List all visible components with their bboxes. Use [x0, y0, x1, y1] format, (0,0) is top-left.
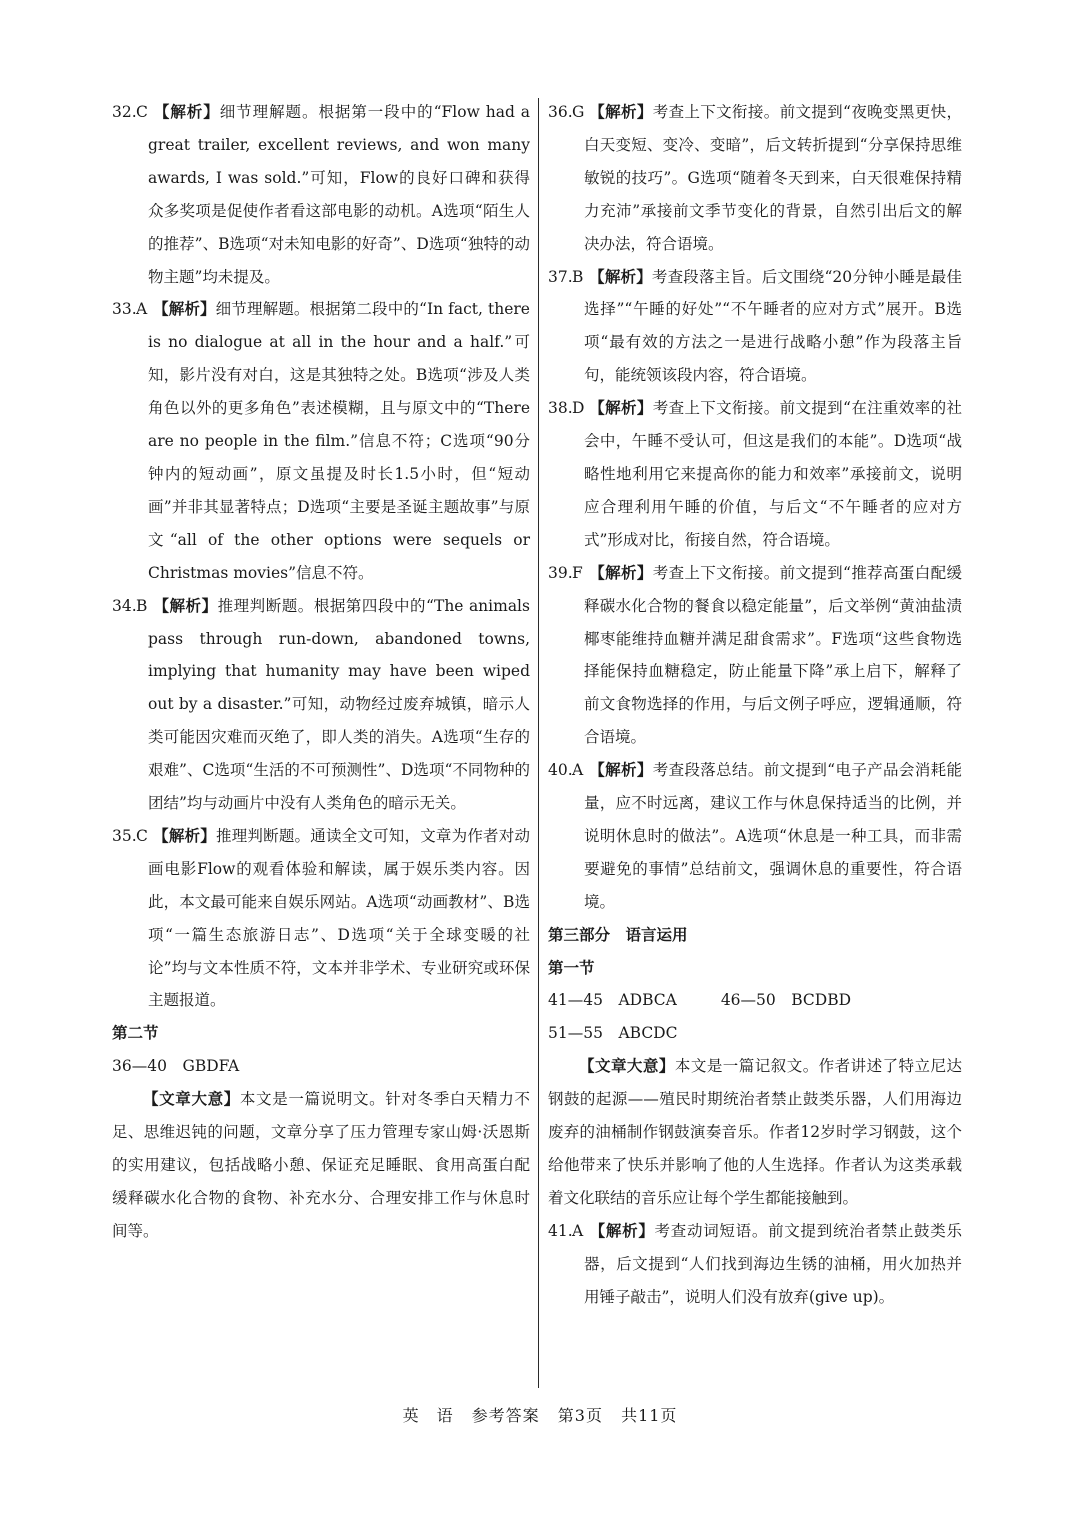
footer-subject: 英 语	[402, 1406, 454, 1425]
left-column	[112, 96, 530, 1248]
answer-item-37: 37.B 【解析】考查段落主旨。后文围绕“20分钟小睡是最佳选择”“午睡的好处”“不午睡者的应对方式”展开。B选项“最有效的方法之一是进行战略小憩”作为段落主旨句，能统领该段内容，符合语境。	[548, 266, 962, 385]
answer-item-33: 33.A 【解析】细节理解题。根据第二段中的“In fact, there is no dialogue at all in the hour and a half.”可知，影片没有对白，这是其独特之处。B选项“涉及人类角色以外的更多角色”表述模糊，且与原文中的“There are no people in the film.”信息不符；C选项“90分钟内的短动画”，原文虽提及时长1.5小时，但“短动画”并非其显著特点；D选项“主要是圣诞主题故事”与原文“all of the other options were sequels or Christmas movies”信息不符。	[112, 299, 530, 582]
analysis-tag: 【解析】	[153, 102, 220, 121]
page-footer	[0, 1403, 1080, 1426]
answer-item-34: 34.B 【解析】推理判断题。根据第四段中的“The animals pass through run-down, abandoned towns, implying that humanity may have been wiped out by a disaster.”可知，动物经过废弃城镇，暗示人类可能因灾难而灭绝了，即人类的消失。A选项“生存的艰难”、C选项“生活的不可预测性”、D选项“不同物种的团结”均与动画片中没有人类角色的暗示无关。	[112, 595, 530, 813]
explanation-text: 细节理解题。根据第一段中的“Flow had a great trailer, excellent reviews, and won many awards, I was sold.”可知，Flow的良好口碑和获得众多奖项是促使作者看这部电影的动机。A选项“陌生人的推荐”、B选项“对未知电影的好奇”、D选项“独特的动物主题”均未提及。	[148, 103, 530, 286]
explanation-text: 推理判断题。根据第四段中的“The animals pass through run-down, abandoned towns, implying that humanity may have been wiped out by a disaster.”可知，动物经过废弃城镇，暗示人类可能因灾难而灭绝了，即人类的消失。A选项“生存的艰难”、C选项“生活的不可预测性”、D选项“不同物种的团结”均与动画片中没有人类角色的暗示无关。	[148, 596, 530, 813]
explanation-text: 考查段落总结。前文提到“电子产品会消耗能量，应不时远离，建议工作与休息保持适当的比例，并说明休息时的做法”。A选项“休息是一种工具，而非需要避免的事情”总结前文，强调休息的重要性，符合语境。	[584, 761, 962, 911]
answer-item-41: 41.A 【解析】考查动词短语。前文提到统治者禁止鼓类乐器，后文提到“人们找到海边生锈的油桶，用火加热并用锤子敲击”，说明人们没有放弃(give up)。	[548, 1220, 962, 1306]
explanation-text: 考查上下文衔接。前文提到“在注重效率的社会中，午睡不受认可，但这是我们的本能”。D选项“战略性地利用它来提高你的能力和效率”承接前文，说明应合理利用午睡的价值，与后文“不午睡者的应对方式”形成对比，衔接自然，符合语境。	[584, 399, 962, 549]
answer-item-35: 35.C 【解析】推理判断题。通读全文可知，文章为作者对动画电影Flow的观看体验和解读，属于娱乐类内容。因此，本文最可能来自娱乐网站。A选项“动画教材”、B选项“一篇生态旅游日志”、D选项“关于全球变暖的社论”均与文本性质不符，文本并非学术、专业研究或环保主题报道。	[112, 825, 530, 1010]
explanation-text: 细节理解题。根据第二段中的“In fact, there is no dialogue at all in the hour and a half.”可知，影片没有对白，这是其独特之处。B选项“涉及人类角色以外的更多角色”表述模糊，且与原文中的“There are no people in the film.”信息不符；C选项“90分钟内的短动画”，原文虽提及时长1.5小时，但“短动画”并非其显著特点；D选项“主要是圣诞主题故事”与原文“all of the other options were sequels or Christmas movies”信息不符。	[148, 300, 530, 582]
analysis-tag: 【解析】	[153, 595, 218, 615]
summary-tag: 【文章大意】	[579, 1056, 675, 1076]
section-1-title: 第一节	[548, 957, 595, 977]
explanation-text: 考查上下文衔接。前文提到“夜晚变黑更快，白天变短、变冷、变暗”，后文转折提到“分享保持思维敏锐的技巧”。G选项“随着冬天到来，白天很难保持精力充沛”承接前文季节变化的背景，自然引出后文的解决办法，符合语境。	[584, 103, 962, 253]
answers-46-50: 46—50 BCDBD	[720, 991, 852, 1010]
summary-tag: 【文章大意】	[143, 1089, 240, 1109]
summary-text: 本文是一篇记叙文。作者讲述了特立尼达钢鼓的起源——殖民时期统治者禁止鼓类乐器，人们用海边废弃的油桶制作钢鼓演奏音乐。作者12岁时学习钢鼓，这个给他带来了快乐并影响了他的人生选择。作者认为这类承载着文化联结的音乐应让每个学生都能接触到。	[548, 1057, 962, 1207]
answers-41-45: 41—45 ADBCA	[548, 991, 677, 1010]
analysis-tag: 【解析】	[589, 562, 653, 582]
section-2-title: 第二节	[112, 1023, 159, 1043]
answers-51-55: 51—55 ABCDC	[548, 1024, 678, 1043]
section-2-answers: 36—40 GBDFA	[112, 1057, 240, 1076]
explanation-text: 考查段落主旨。后文围绕“20分钟小睡是最佳选择”“午睡的好处”“不午睡者的应对方式”展开。B选项“最有效的方法之一是进行战略小憩”作为段落主旨句，能统领该段内容，符合语境。	[584, 267, 962, 385]
summary-text: 本文是一篇说明文。针对冬季白天精力不足、思维迟钝的问题，文章分享了压力管理专家山姆·沃恩斯的实用建议，包括战略小憩、保证充足睡眠、食用高蛋白配缓释碳水化合物的食物、补充水分、合理安排工作与休息时间等。	[112, 1090, 530, 1240]
analysis-tag: 【解析】	[589, 266, 652, 286]
part-3-title: 第三部分 语言运用	[548, 924, 688, 944]
analysis-tag: 【解析】	[589, 398, 653, 418]
section-1-summary	[548, 1050, 962, 1215]
analysis-tag: 【解析】	[153, 825, 216, 845]
analysis-tag: 【解析】	[589, 102, 653, 121]
answers-row-1	[548, 984, 962, 1017]
analysis-tag: 【解析】	[589, 1220, 655, 1240]
section-2-summary	[112, 1083, 530, 1248]
answer-item-39: 39.F 【解析】考查上下文衔接。前文提到“推荐高蛋白配缓释碳水化合物的餐食以稳定能量”，后文举例“黄油盐渍椰枣能维持血糖并满足甜食需求”。F选项“这些食物选择能保持血糖稳定，防止能量下降”承上启下，解释了前文食物选择的作用，与后文例子呼应，逻辑通顺，符合语境。	[548, 562, 962, 747]
explanation-text: 考查动词短语。前文提到统治者禁止鼓类乐器，后文提到“人们找到海边生锈的油桶，用火加热并用锤子敲击”，说明人们没有放弃(give up)。	[584, 1221, 962, 1306]
answer-item-38: 38.D 【解析】考查上下文衔接。前文提到“在注重效率的社会中，午睡不受认可，但这是我们的本能”。D选项“战略性地利用它来提高你的能力和效率”承接前文，说明应合理利用午睡的价值，与后文“不午睡者的应对方式”形成对比，衔接自然，符合语境。	[548, 398, 962, 549]
analysis-tag: 【解析】	[589, 760, 653, 780]
analysis-tag: 【解析】	[153, 299, 216, 319]
explanation-text: 推理判断题。通读全文可知，文章为作者对动画电影Flow的观看体验和解读，属于娱乐类内容。因此，本文最可能来自娱乐网站。A选项“动画教材”、B选项“一篇生态旅游日志”、D选项“关于全球变暖的社论”均与文本性质不符，文本并非学术、专业研究或环保主题报道。	[148, 826, 530, 1010]
footer-total-pages: 共11页	[621, 1406, 678, 1425]
answer-item-40: 40.A 【解析】考查段落总结。前文提到“电子产品会消耗能量，应不时远离，建议工作与休息保持适当的比例，并说明休息时的做法”。A选项“休息是一种工具，而非需要避免的事情”总结前文，强调休息的重要性，符合语境。	[548, 760, 962, 911]
right-column	[548, 96, 962, 1314]
footer-doc-title: 参考答案	[471, 1406, 540, 1425]
column-divider	[538, 98, 539, 1388]
answer-item-36: 36.G 【解析】考查上下文衔接。前文提到“夜晚变黑更快，白天变短、变冷、变暗”，后文转折提到“分享保持思维敏锐的技巧”。G选项“随着冬天到来，白天很难保持精力充沛”承接前文季节变化的背景，自然引出后文的解决办法，符合语境。	[548, 102, 962, 253]
answer-item-32: 32.C 【解析】细节理解题。根据第一段中的“Flow had a great trailer, excellent reviews, and won many awards, I was sold.”可知，Flow的良好口碑和获得众多奖项是促使作者看这部电影的动机。A选项“陌生人的推荐”、B选项“对未知电影的好奇”、D选项“独特的动物主题”均未提及。	[112, 102, 530, 286]
footer-page-number: 第3页	[557, 1406, 603, 1425]
explanation-text: 考查上下文衔接。前文提到“推荐高蛋白配缓释碳水化合物的餐食以稳定能量”，后文举例“黄油盐渍椰枣能维持血糖并满足甜食需求”。F选项“这些食物选择能保持血糖稳定，防止能量下降”承上启下，解释了前文食物选择的作用，与后文例子呼应，逻辑通顺，符合语境。	[584, 563, 962, 747]
